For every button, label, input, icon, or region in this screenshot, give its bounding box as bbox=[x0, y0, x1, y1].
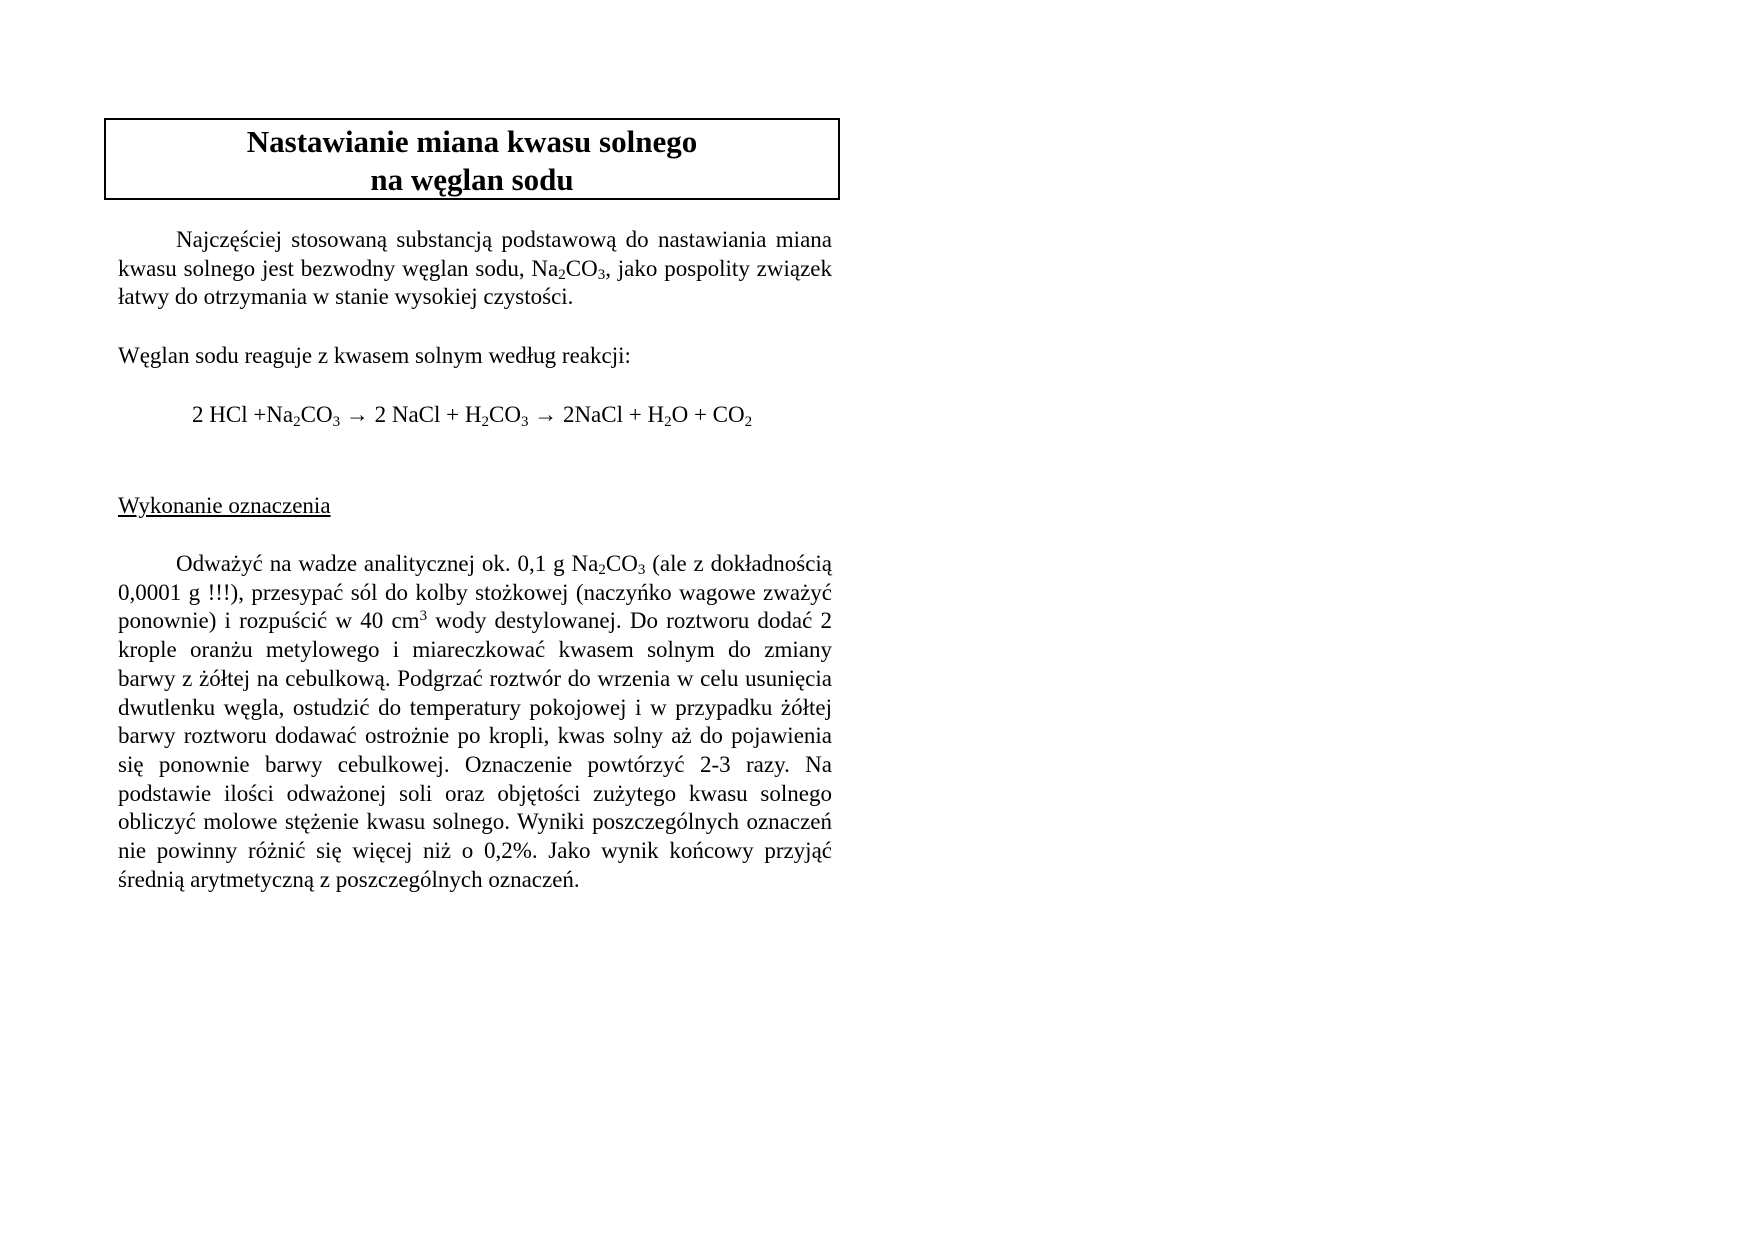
equation-sub-4: 3 bbox=[520, 414, 529, 430]
procedure-sub-1: 2 bbox=[598, 562, 606, 578]
formula-co: CO bbox=[565, 255, 598, 281]
intro-paragraph bbox=[118, 226, 832, 312]
procedure-text-1: Odważyć na wadze analitycznej ok. 0,1 g Na bbox=[176, 551, 599, 576]
procedure-text-3: (ale z dokładnością 0,0001 g !!!), przesypać sól do kolby stożkowej (naczyńko wagowe zważyć ponownie) i rozpuścić w 40 cm bbox=[118, 551, 832, 634]
procedure-sup-1: 3 bbox=[419, 608, 428, 625]
equation-part-3: → 2 NaCl + H bbox=[340, 402, 482, 427]
procedure-text-4: wody destylowanej. Do roztworu dodać 2 krople oranżu metylowego i miareczkować kwasem solnym do zmiany barwy z żółtej na cebulkową. Podgrzać roztwór do wrzenia w celu usunięcia dwutlenku węgla, ostudzić do temperatury pokojowej i w przypadku żółtej barwy roztworu dodawać ostrożnie po kropli, kwas solny aż do pojawienia się ponownie barwy cebulkowej. Oznaczenie powtórzyć 2-3 razy. Na podstawie ilości odważonej soli oraz objętości zużytego kwasu solnego obliczyć molowe stężenie kwasu solnego. Wyniki poszczególnych oznaczeń nie powinny różnić się więcej niż o 0,2%. Jako wynik końcowy przyjąć średnią arytmetyczną z poszczególnych oznaczeń. bbox=[118, 608, 832, 892]
procedure-paragraph bbox=[118, 550, 832, 894]
equation-sub-6: 2 bbox=[744, 414, 753, 430]
reaction-equation bbox=[192, 400, 752, 430]
intro-text-before: Najczęściej stosowaną substancją podstawową do nastawiania miana kwasu solnego jest bezwodny węglan sodu, bbox=[118, 227, 832, 281]
equation-part-5: → 2NaCl + H bbox=[528, 402, 665, 427]
equation-part-2: CO bbox=[300, 402, 333, 427]
title-box bbox=[104, 118, 840, 200]
section-heading: Wykonanie oznaczenia bbox=[118, 493, 331, 518]
equation-part-1: 2 HCl +Na bbox=[192, 402, 294, 427]
procedure-sub-2: 3 bbox=[637, 562, 646, 578]
equation-part-4: CO bbox=[488, 402, 521, 427]
formula-na: Na bbox=[531, 255, 559, 281]
equation-sub-2: 3 bbox=[332, 414, 341, 430]
reaction-intro: Węglan sodu reaguje z kwasem solnym według reakcji: bbox=[118, 343, 631, 368]
title-line-1: Nastawianie miana kwasu solnego bbox=[246, 124, 698, 159]
formula-na-subscript: 2 bbox=[558, 266, 566, 283]
equation-part-6: O + CO bbox=[671, 402, 745, 427]
equation-sub-5: 2 bbox=[664, 414, 672, 430]
sodium-carbonate-formula bbox=[531, 256, 605, 281]
procedure-text-2: CO bbox=[605, 551, 638, 576]
formula-co-subscript: 3 bbox=[597, 266, 606, 283]
title-line-2: na węglan sodu bbox=[370, 162, 574, 197]
equation-sub-1: 2 bbox=[293, 414, 301, 430]
intro-text-after: , jako pospolity związek łatwy do otrzymania w stanie wysokiej czystości. bbox=[118, 255, 832, 310]
equation-sub-3: 2 bbox=[481, 414, 489, 430]
